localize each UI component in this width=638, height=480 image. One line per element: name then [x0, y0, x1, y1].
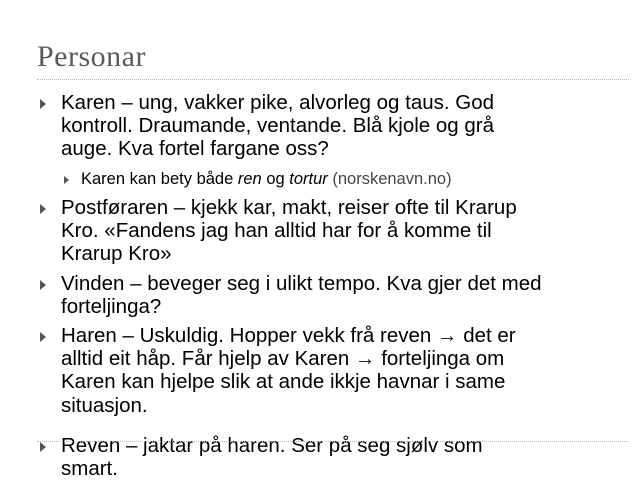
- bullet-line: Postføraren – kjekk kar, makt, reiser ofte til Krarup: [61, 196, 517, 219]
- sub-bullet-arrow-icon: [64, 176, 69, 184]
- bullet-arrow-icon: [40, 204, 46, 214]
- bullet-line: Reven – jaktar på haren. Ser på seg sjølv som: [61, 434, 483, 457]
- bullet-line: alltid eit håp. Får hjelp av Karen → forteljinga om: [61, 347, 505, 371]
- bullet-line: forteljinga?: [61, 295, 162, 319]
- bullet-line: Karen kan hjelpe slik at ande ikkje havnar i same: [61, 370, 506, 394]
- sub-bullet-emphasis-tortur: tortur: [289, 170, 328, 188]
- bullet-line: Krarup Kro»: [61, 242, 172, 266]
- bullet-line: Kro. «Fandens jag han alltid har for å komme til: [61, 219, 492, 243]
- title-divider: [37, 79, 629, 80]
- bullet-line: situasjon.: [61, 393, 148, 417]
- bullet-arrow-icon: [40, 442, 46, 452]
- footer-divider: [37, 441, 629, 442]
- bullet-arrow-icon: [40, 280, 46, 290]
- sub-bullet-emphasis-ren: ren: [237, 170, 262, 188]
- bullet-arrow-icon: [40, 99, 46, 109]
- bullet-line: Karen – ung, vakker pike, alvorleg og taus. God: [61, 91, 495, 114]
- bullet-line: smart.: [61, 457, 118, 480]
- slide-title: Personar: [37, 40, 146, 73]
- bullet-haren: [61, 324, 516, 417]
- sub-bullet-source: (norskenavn.no): [327, 170, 452, 188]
- bullet-line: Vinden – beveger seg i ulikt tempo. Kva gjer det med: [61, 272, 542, 295]
- bullet-line: Haren – Uskuldig. Hopper vekk frå reven → det er: [61, 324, 516, 347]
- bullet-line: kontroll. Draumande, ventande. Blå kjole og grå: [61, 114, 495, 138]
- bullet-postforaren: [61, 196, 517, 266]
- bullet-line: auge. Kva fortel fargane oss?: [61, 137, 329, 161]
- sub-bullet-karen-meaning: [81, 169, 452, 189]
- sub-bullet-text-pre: Karen kan bety både: [81, 170, 238, 188]
- bullet-karen: [61, 91, 494, 161]
- bullet-arrow-icon: [40, 332, 46, 342]
- sub-bullet-text-mid: og: [261, 170, 290, 188]
- bullet-vinden: [61, 272, 542, 318]
